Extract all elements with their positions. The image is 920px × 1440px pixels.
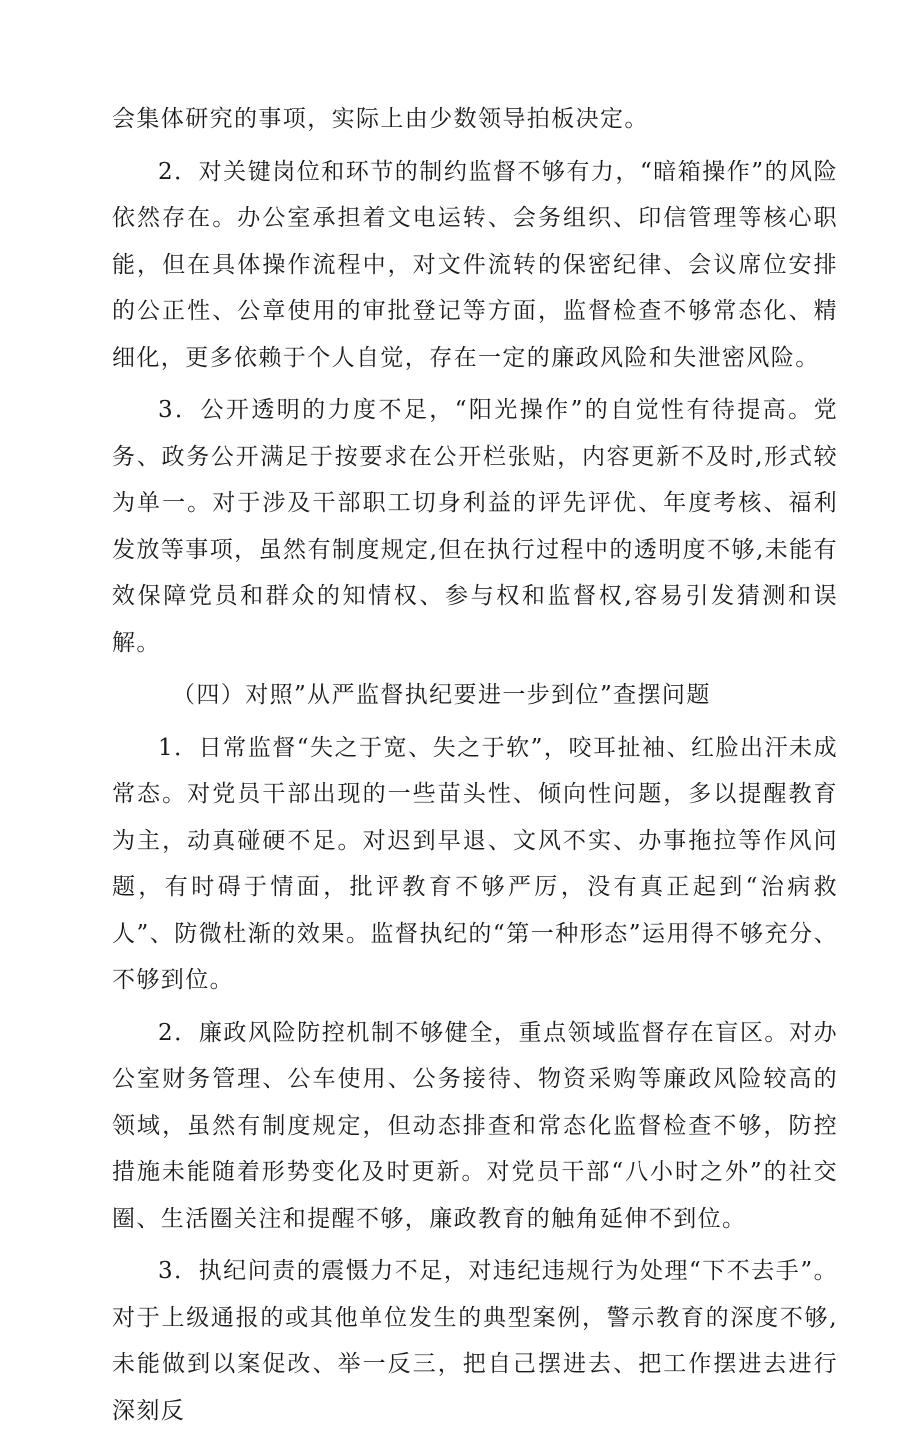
paragraph-item-3-accountability: 3．执纪问责的震慑力不足，对违纪违规行为处理“下不去手”。对于上级通报的或其他单位发生的典型案例，警示教育的深度不够,未能做到以案促改、举一反三，把自己摆进去、把工作摆进去进行深刻反 [112,1258,838,1424]
section-heading-four: （四）对照”从严监督执纪要进一步到位”查摆问题 [172,682,711,708]
paragraph-item-1-daily-supervision: 1．日常监督“失之于宽、失之于软”，咬耳扯袖、红脸出汗未成常态。对党员干部出现的一些苗头性、倾向性问题，多以提醒教育为主，动真碰硬不足。对迟到早退、文风不实、办事拖拉等作风问题，有时碍于情面，批评教育不够严厉，没有真正起到“治病救人”、防微杜渐的效果。监督执纪的“第一种形态”运用得不够充分、不够到位。 [112,734,838,993]
document-body [112,96,838,1440]
paragraph-item-2-supervision: 2．对关键岗位和环节的制约监督不够有力，“暗箱操作”的风险依然存在。办公室承担着文电运转、会务组织、印信管理等核心职能，但在具体操作流程中，对文件流转的保密纪律、会议席位安排的公正性、公章使用的审批登记等方面，监督检查不够常态化、精细化，更多依赖于个人自觉，存在一定的廉政风险和失泄密风险。 [112,158,838,371]
paragraph-item-3-transparency: 3．公开透明的力度不足，“阳光操作”的自觉性有待提高。党务、政务公开满足于按要求在公开栏张贴，内容更新不及时,形式较为单一。对于涉及干部职工切身利益的评先评优、年度考核、福利发放等事项，虽然有制度规定,但在执行过程中的透明度不够,未能有效保障党员和群众的知情权、参与权和监督权,容易引发猜测和误解。 [112,397,838,656]
paragraph-item-2-risk-control: 2．廉政风险防控机制不够健全，重点领域监督存在盲区。对办公室财务管理、公车使用、公务接待、物资采购等廉政风险较高的领域，虽然有制度规定，但动态排查和常态化监督检查不够，防控措施未能随着形势变化及时更新。对党员干部“八小时之外”的社交圈、生活圈关注和提醒不够，廉政教育的触角延伸不到位。 [112,1019,838,1232]
paragraph-continuation: 会集体研究的事项，实际上由少数领导拍板决定。 [112,106,649,132]
